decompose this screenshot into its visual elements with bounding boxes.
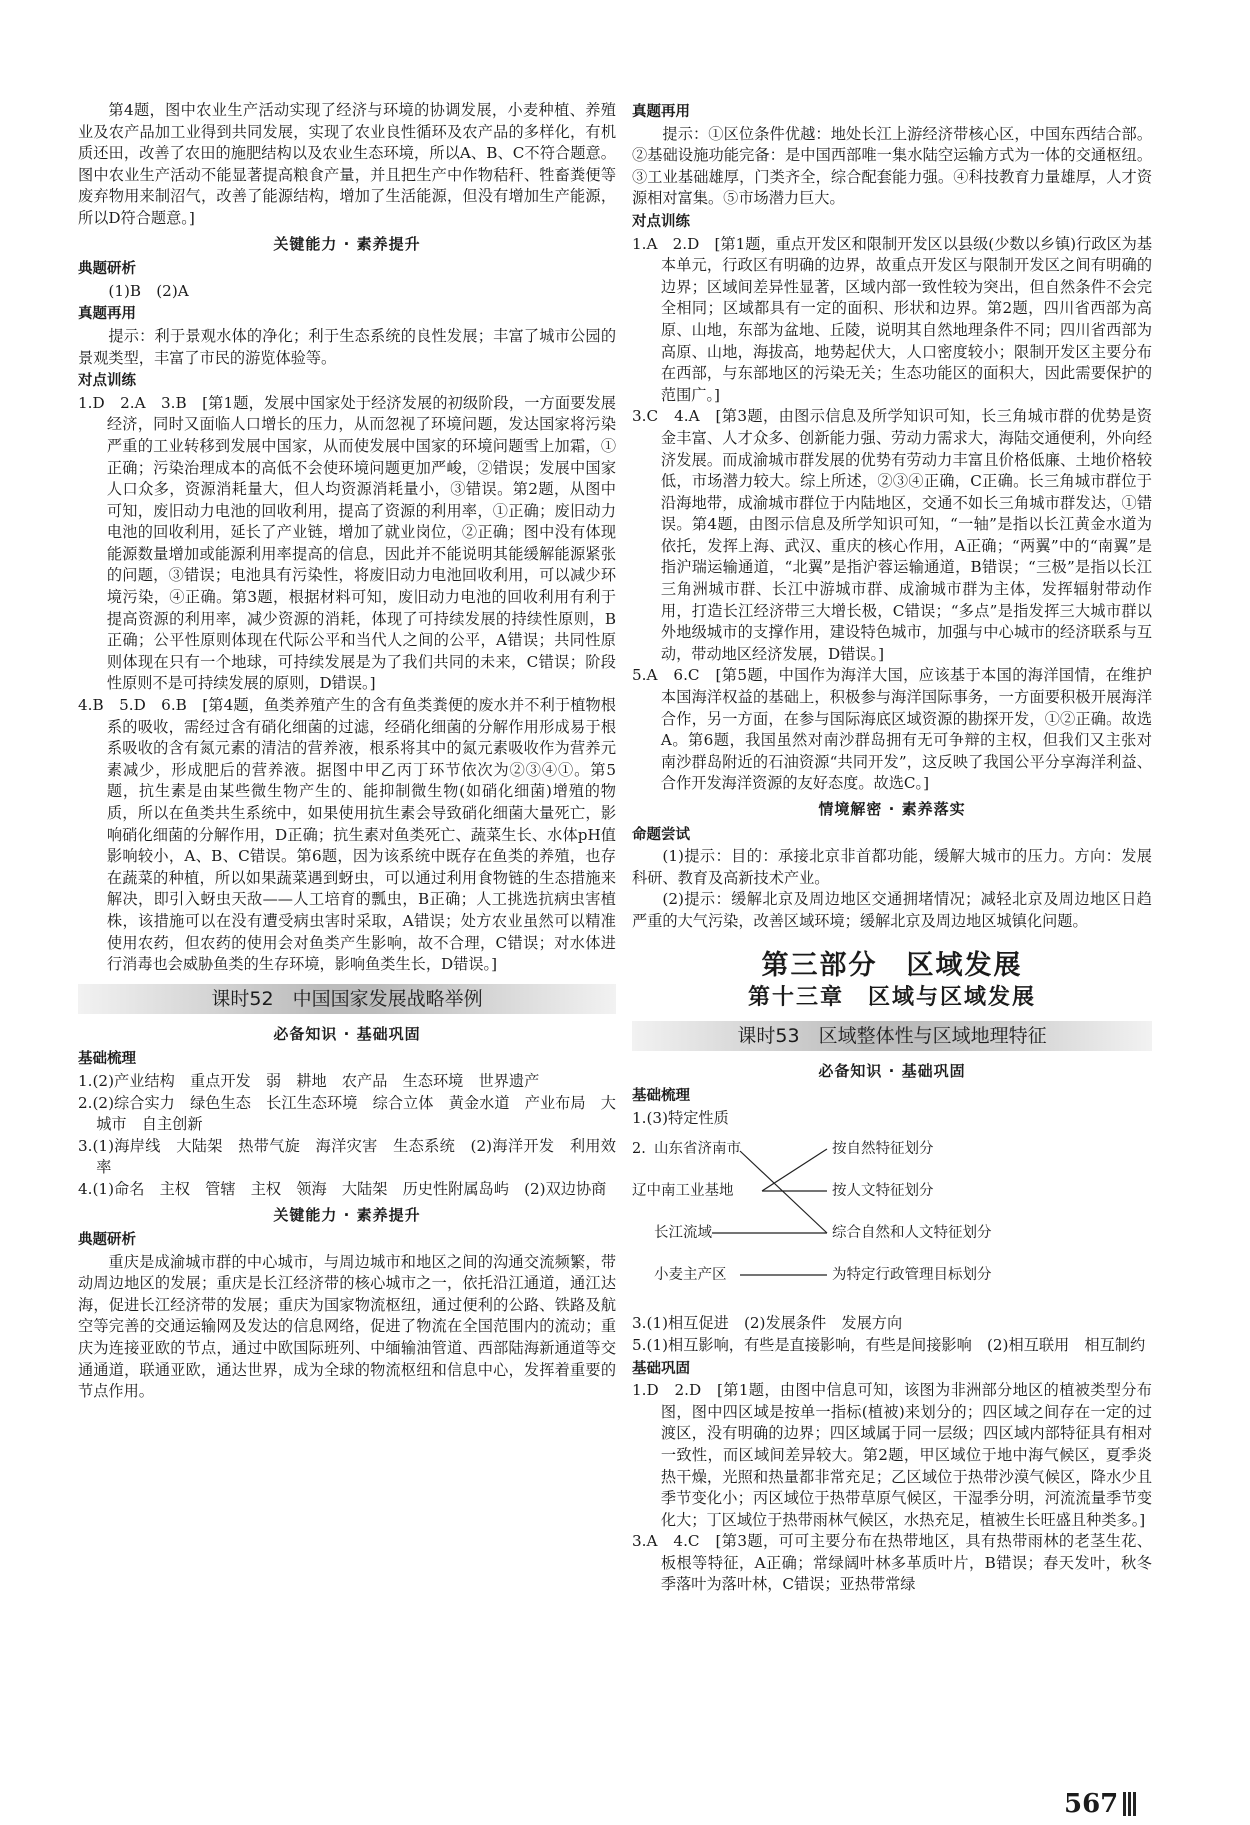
chapter-title: 第十三章 区域与区域发展 [747,984,1036,1010]
answer-block-5-6: 5.A 6.C [第5题，中国作为海洋大国，应该基于本国的海洋国情，在维护本国海洋权益的基础上，积极参与海洋国际事务，一方面要积极开展海洋合作，另一方面，在参与国际海底区域资源的勘探开发，①②正确。故选A。第6题，我国虽然对南沙群岛拥有无可争辩的主权，但我们又主张对南沙群岛附近的石油资源“共同开发”，这反映了我国公平分享海洋利益、合作开发海洋资源的友好态度。故选C。] [632,666,1152,793]
answer-block-b3-4: 3.A 4.C [第3题，可可主要分布在热带地区，具有热带雨林的老茎生花、板根等特征，A正确；常绿阔叶林多革质叶片，B错误；春天发叶，秋冬季落叶为落叶林，C错误；亚热带常绿 [632,1532,1152,1594]
review-item: 2.(2)综合实力 绿色生态 长江生态环境 综合立体 黄金水道 产业布局 大城市 自主创新 [78,1093,616,1134]
heading-real-question-right: 真题再用 [632,104,690,120]
answer-block-1-3: 1.D 2.A 3.B [第1题，发展中国家处于经济发展的初级阶段，一方面要发展经济，同时又面临人口增长的压力，从而忽视了环境问题，发达国家将污染严重的工业转移到发展中国家，从而使发展中国家的环境问题雪上加霜，①正确；污染治理成本的高低不会使环境问题更加严峻，②错误；发展中国家人口众多，资源消耗量大，但人均资源消耗量小，③错误。第2题，从图中可知，废旧动力电池的回收利用，提高了资源的利用率，①正确；废旧动力电池的回收利用，延长了产业链，增加了就业岗位，②正确；图中没有体现能源数量增加或能源利用率提高的信息，因此并不能说明其能缓解能源紧张的问题，③错误；电池具有污染性，将废旧动力电池回收利用，可以减少环境污染，④正确。第3题，根据材料可知，废旧动力电池的回收利用有利于提高资源的利用率，减少资源的消耗，体现了可持续发展的持续性原则，B正确；公平性原则体现在代际公平和当代人之间的公平，A错误；共同性原则体现在只有一个地球，可持续发展是为了我们共同的未来，C错误；阶段性原则不是可持续发展的原则，D错误。] [78,393,616,693]
answer-block-3-4: 3.C 4.A [第3题，由图示信息及所学知识可知，长三角城市群的优势是资金丰富、人才众多、创新能力强、劳动力需求大，海陆交通便利，外向经济发展。而成渝城市群发展的优势有劳动力丰富且价格低廉、土地价格较低，市场潜力较大。综上所述，②③④正确，C正确。长三角城市群位于沿海地带，成渝城市群位于内陆地区，交通不如长三角城市群发达，①错误。第4题，由图示信息及所学知识可知，“一轴”是指以长江黄金水道为依托，发挥上海、武汉、重庆的核心作用，A正确；“两翼”中的“南翼”是指沪瑞运输通道，“北翼”是指沪蓉运输通道，B错误；“三极”是指以长江三角洲城市群、长江中游城市群、成渝城市群为主体，发挥辐射带动作用，打造长江经济带三大增长极，C错误；“多点”是指发挥三大城市群以外地级城市的支撑作用，建设特色城市，加强与中心城市的经济联系与互动，带动地区经济发展，D错误。] [632,407,1152,663]
diagram-right-item: 按人文特征划分 [832,1183,934,1200]
answer-block-b1-2: 1.D 2.D [第1题，由图中信息可知，该图为非洲部分地区的植被类型分布图，图中四区域是按单一指标(植被)来划分的；四区域之间存在一定的过渡区，没有明确的边界；四区域属于同一层级；四区域内部特征具有相对一致性，而区域间差异较大。第2题，甲区域位于地中海气候区，夏季炎热干燥，光照和热量都非常充足；乙区域位于热带沙漠气候区，降水少且季节变化小；丙区域位于热带草原气候区，干湿季分明，河流流量季节变化大；丁区域位于热带雨林气候区，水热充足，植被生长旺盛且种类多。] [632,1381,1152,1529]
diagram-left-item: 辽中南工业基地 [632,1183,734,1200]
review-item: 1.(2)产业结构 重点开发 弱 耕地 农产品 生态环境 世界遗产 [78,1071,540,1090]
part-title: 第三部分 区域发展 [761,949,1023,981]
section-heading-context: 情境解密 · 素养落实 [818,800,966,818]
review-item-1: 1.(3)特定性质 [632,1108,729,1127]
intro-paragraph: 第4题，图中农业生产活动实现了经济与环境的协调发展，小麦种植、养殖业及农产品加工业得到共同发展，实现了农业良性循环及农产品的多样化，有机质还田，改善了农田的施肥结构以及农业生态环境，所以A、B、C不符合题意。图中农业生产活动不能显著提高粮食产量，并且把生产中作物秸秆、牲畜粪便等废弃物用来制沼气，改善了能源结构，增加了生活能源，但没有增加生产能源，所以D符合题意。] [78,101,616,227]
right-column [632,100,1152,1596]
matching-diagram [632,1133,1152,1311]
section-heading-essential-knowledge-2: 必备知识 · 基础巩固 [818,1061,966,1080]
match-line [762,1149,827,1191]
section-heading-key-ability: 关键能力 · 素养提升 [273,234,421,253]
heading-typical-analysis-2: 典题研析 [78,1232,136,1249]
diagram-left-item: 长江流域 [654,1225,712,1242]
typical-answers: (1)B (2)A [108,281,189,300]
diagram-left-item: 山东省济南市 [654,1141,741,1158]
heading-targeted-training-right: 对点训练 [632,213,690,230]
heading-targeted-training: 对点训练 [78,373,136,390]
heading-basic-consolidation: 基础巩固 [632,1360,690,1377]
real-question-hint: 提示：利于景观水体的净化；利于生态系统的良性发展；丰富了城市公园的景观类型，丰富了市民的游览体验等。 [78,326,616,367]
page-edge-marker [1123,1792,1138,1816]
proposition-answer-1: (1)提示：目的：承接北京非首都功能，缓解大城市的压力。方向：发展科研、教育及高新技术产业。 [632,847,1152,887]
heading-typical-analysis: 典题研析 [78,261,136,278]
heading-real-question: 真题再用 [78,306,136,323]
proposition-answer-2: (2)提示：缓解北京及周边地区交通拥堵情况；减轻北京及周边地区日趋严重的大气污染，改善区域环境；缓解北京及周边地区城镇化问题。 [632,890,1152,930]
real-question-hint-right: 提示：①区位条件优越：地处长江上游经济带核心区，中国东西结合部。②基础设施功能完备：是中国西部唯一集水陆空运输方式为一体的交通枢纽。③工业基础雄厚，门类齐全，综合配套能力强。④科技教育力量雄厚，人才资源相对富集。⑤市场潜力巨大。 [632,124,1152,208]
left-column [78,100,616,1403]
section-heading-essential-knowledge: 必备知识 · 基础巩固 [273,1024,421,1043]
heading-proposition-attempt: 命题尝试 [632,826,690,843]
diagram-left-item: 小麦主产区 [654,1267,727,1284]
lesson-52-banner: 课时52 中国国家发展战略举例 [78,984,616,1014]
heading-basic-review: 基础梳理 [78,1051,136,1068]
heading-basic-review-2: 基础梳理 [632,1088,690,1105]
review-item: 3.(1)海岸线 大陆架 热带气旋 海洋灾害 生态系统 (2)海洋开发 利用效率 [78,1136,616,1177]
section-heading-key-ability-2: 关键能力 · 素养提升 [273,1205,421,1224]
review-item-3: 3.(1)相互促进 (2)发展条件 发展方向 [632,1314,903,1333]
diagram-right-item: 为特定行政管理目标划分 [832,1267,992,1284]
diagram-right-item: 综合自然和人文特征划分 [832,1225,992,1242]
review-item-5: 5.(1)相互影响，有些是直接影响，有些是间接影响 (2)相互联用 相互制约 [632,1335,1146,1354]
diagram-right-item: 按自然特征划分 [832,1141,934,1158]
match-line [740,1151,827,1233]
review-item: 4.(1)命名 主权 管辖 主权 领海 大陆架 历史性附属岛屿 (2)双边协商 [78,1179,607,1198]
lesson-53-banner: 课时53 区域整体性与区域地理特征 [632,1021,1152,1051]
diagram-number: 2. [632,1141,646,1158]
page-number: 567 [1064,1789,1119,1819]
answer-block-1-2: 1.A 2.D [第1题，重点开发区和限制开发区以县级(少数以乡镇)行政区为基本单元，行政区有明确的边界，故重点开发区与限制开发区之间有明确的边界；区域间差异性显著，区域内部一致性较为突出，但自然条件不会完全相同；区域都具有一定的面积、形状和边界。第2题，四川省西部为高原、山地，东部为盆地、丘陵，说明其自然地理条件不同；四川省西部为高原、山地，海拔高，地势起伏大，人口密度较小；限制开发区主要分布在西部，与东部地区的污染无关；生态功能区的面积大，因此需要保护的范围广。] [632,234,1153,404]
chongqing-paragraph: 重庆是成渝城市群的中心城市，与周边城市和地区之间的沟通交流频繁，带动周边地区的发展；重庆是长江经济带的核心城市之一，依托沿江通道，通江达海，促进长江经济带的发展；重庆为国家物流枢纽，通过便利的公路、铁路及航空等完善的交通运输网及发达的信息网络，促进了物流在全国范围内的流动；重庆为连接亚欧的节点，通过中欧国际班列、中缅输油管道、西部陆海新通道等交通通道，联通亚欧，通达世界，成为全球的物流枢纽和信息中心，发挥着重要的节点作用。 [78,1252,616,1401]
answer-block-4-6: 4.B 5.D 6.B [第4题，鱼类养殖产生的含有鱼类粪便的废水并不利于植物根系的吸收，需经过含有硝化细菌的过滤，经硝化细菌的分解作用形成易于根系吸收的含有氮元素的清洁的营养液，根系将其中的氮元素吸收作为营养元素减少，形成肥后的营养液。据图中甲乙丙丁环节依次为②③④①。第5题，抗生素是由某些微生物产生的、能抑制微生物(如硝化细菌)增殖的物质，所以在鱼类共生系统中，如果使用抗生素会导致硝化细菌大量死亡，影响硝化细菌的分解作用，D正确；抗生素对鱼类死亡、蔬菜生长、水体pH值影响较小，A、B、C错误。第6题，因为该系统中既存在鱼类的养殖，也存在蔬菜的种植，所以如果蔬菜遇到蚜虫，可以通过利用食物链的生态措施来解决，即引入蚜虫天敌——人工培育的瓢虫，B正确；人工挑选抗病虫害植株，该措施可以在没有遭受病虫害时采取，A错误；处方农业虽然可以精准使用农药，但农药的使用会对鱼类产生影响，故不合理，C错误；对水体进行消毒也会威胁鱼类的生存环境，影响鱼类生长，D错误。] [78,696,616,974]
